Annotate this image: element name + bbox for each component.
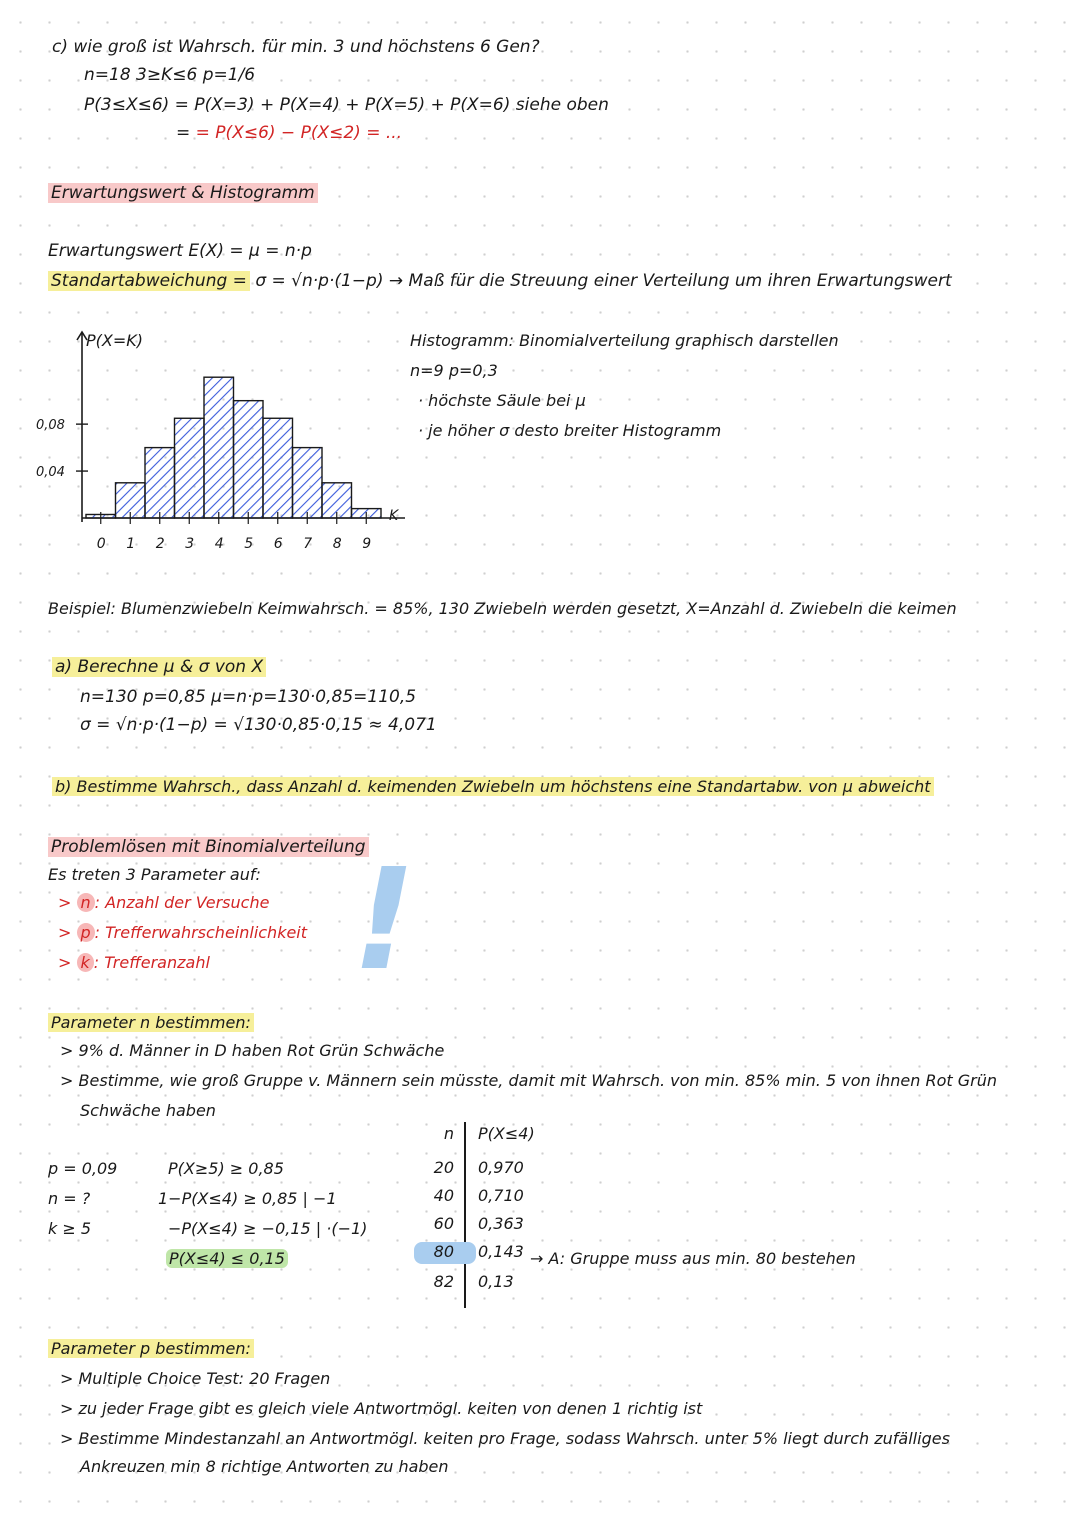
part-c-params: n=18 3≥K≤6 p=1/6 [84,65,256,85]
param-k-item: > k : Trefferanzahl [58,953,210,972]
example-a-title: a) Berechne μ & σ von X [52,656,266,678]
part-c-question: c) wie groß ist Wahrsch. für min. 3 und höchstens 6 Gen? [52,37,540,57]
given-p: p = 0,09 [48,1159,118,1178]
y-tick-label: 0,08 [36,418,65,434]
histogram-notes-params: n=9 p=0,3 [410,361,498,380]
x-tick-label: 6 [273,536,283,552]
histogram-bar [175,418,205,518]
table-row: 20 0,970 [433,1158,524,1177]
histogram-bullet-2: · je höher σ desto breiter Histogramm [418,421,722,440]
param-p-heading: Parameter p bestimmen: [48,1338,254,1360]
histogram-bar [293,448,323,518]
x-tick-label: 1 [126,536,136,552]
x-tick-label: 5 [244,536,254,552]
param-n-item: > n : Anzahl der Versuche [58,893,270,912]
given-k: k ≥ 5 [48,1219,92,1238]
example-b-title: b) Bestimme Wahrsch., dass Anzahl d. keimenden Zwiebeln um höchstens eine Standartabw. von μ abweicht [52,776,934,798]
std-dev-note: → Maß für die Streuung einer Verteilung um ihren Erwartungswert [388,271,952,291]
table-header [412,1124,535,1152]
histogram-bar [234,401,264,518]
param-p-bullet-2: > zu jeder Frage gibt es gleich viele Antwortmögl. keiten von denen 1 richtig ist [60,1399,703,1418]
table-row: 40 0,710 [433,1186,524,1205]
x-axis-label: K [389,508,399,524]
param-p-item: > p : Trefferwahrscheinlichkeit [58,923,308,942]
param-p-bullet-3: > Bestimme Mindestanzahl an Antwortmögl. keiten pro Frage, sodass Wahrsch. unter 5% liegt durch zufälliges [60,1429,950,1448]
calc-step-4: P(X≤4) ≤ 0,15 [166,1248,288,1270]
histogram-bullet-1: · höchste Säule bei μ [418,391,586,410]
x-tick-label: 7 [303,536,313,552]
table-row-highlight: 80 0,143 [412,1242,532,1270]
param-n-heading: Parameter n bestimmen: [48,1012,254,1034]
std-dev-line [48,270,952,292]
calc-step-2: 1−P(X≤4) ≥ 0,85 | −1 [158,1189,337,1208]
probability-table [412,1122,535,1308]
histogram-chart [20,322,420,572]
std-dev-label: Standartabweichung = [48,271,250,291]
part-c-result: = = P(X≤6) − P(X≤2) = ... [176,123,403,143]
table-row: 82 0,13 [433,1272,514,1291]
answer-line: → A: Gruppe muss aus min. 80 bestehen [530,1249,856,1268]
std-dev-formula: σ = √n·p·(1−p) [255,271,384,291]
x-tick-label: 3 [185,536,195,552]
param-n-bullet-1: > 9% d. Männer in D haben Rot Grün Schwäche [60,1041,445,1060]
histogram-bar [263,418,293,518]
table-row: 60 0,363 [433,1214,524,1233]
param-p-bullet-3-cont: Ankreuzen min 8 richtige Antworten zu haben [80,1457,449,1476]
example-a-line1: n=130 p=0,85 μ=n·p=130·0,85=110,5 [80,687,417,707]
param-p-bullet-1: > Multiple Choice Test: 20 Fragen [60,1369,331,1388]
problem-heading: Problemlösen mit Binomialverteilung [48,836,369,858]
x-tick-label: 0 [96,536,106,552]
example-a-line2: σ = √n·p·(1−p) = √130·0,85·0,15 ≈ 4,071 [80,715,437,735]
x-tick-label: 9 [362,536,372,552]
expectation-formula: Erwartungswert E(X) = μ = n·p [48,241,312,261]
exclamation-mark: ! [352,839,416,1002]
histogram-y-label: P(X=K) [86,331,143,350]
x-tick-label: 2 [155,536,165,552]
part-c-sum: P(3≤X≤6) = P(X=3) + P(X=4) + P(X=5) + P(X=6) siehe oben [84,95,609,115]
example-line: Beispiel: Blumenzwiebeln Keimwahrsch. = 85%, 130 Zwiebeln werden gesetzt, X=Anzahl d. Zwiebeln die keimen [48,599,957,618]
problem-intro: Es treten 3 Parameter auf: [48,865,261,884]
calc-step-1: P(X≥5) ≥ 0,85 [168,1159,284,1178]
x-tick-label: 4 [214,536,224,552]
histogram-bar [145,448,175,518]
param-n-bullet-2-cont: Schwäche haben [80,1101,216,1120]
calc-step-3: −P(X≤4) ≥ −0,15 | ·(−1) [168,1219,368,1238]
expectation-heading: Erwartungswert & Histogramm [48,182,318,204]
part-c-result-expr: = P(X≤6) − P(X≤2) = ... [195,123,403,143]
param-n-bullet-2: > Bestimme, wie groß Gruppe v. Männern sein müsste, damit mit Wahrsch. von min. 85% min. 5 von ihnen Rot Grün [60,1071,998,1090]
given-n: n = ? [48,1189,91,1208]
y-tick-label: 0,04 [36,465,65,481]
x-tick-label: 8 [332,536,342,552]
table-header-n: n [443,1124,454,1143]
histogram-bar [204,377,234,518]
table-header-p: P(X≤4) [478,1124,535,1143]
histogram-notes-title: Histogramm: Binomialverteilung graphisch darstellen [410,331,839,350]
